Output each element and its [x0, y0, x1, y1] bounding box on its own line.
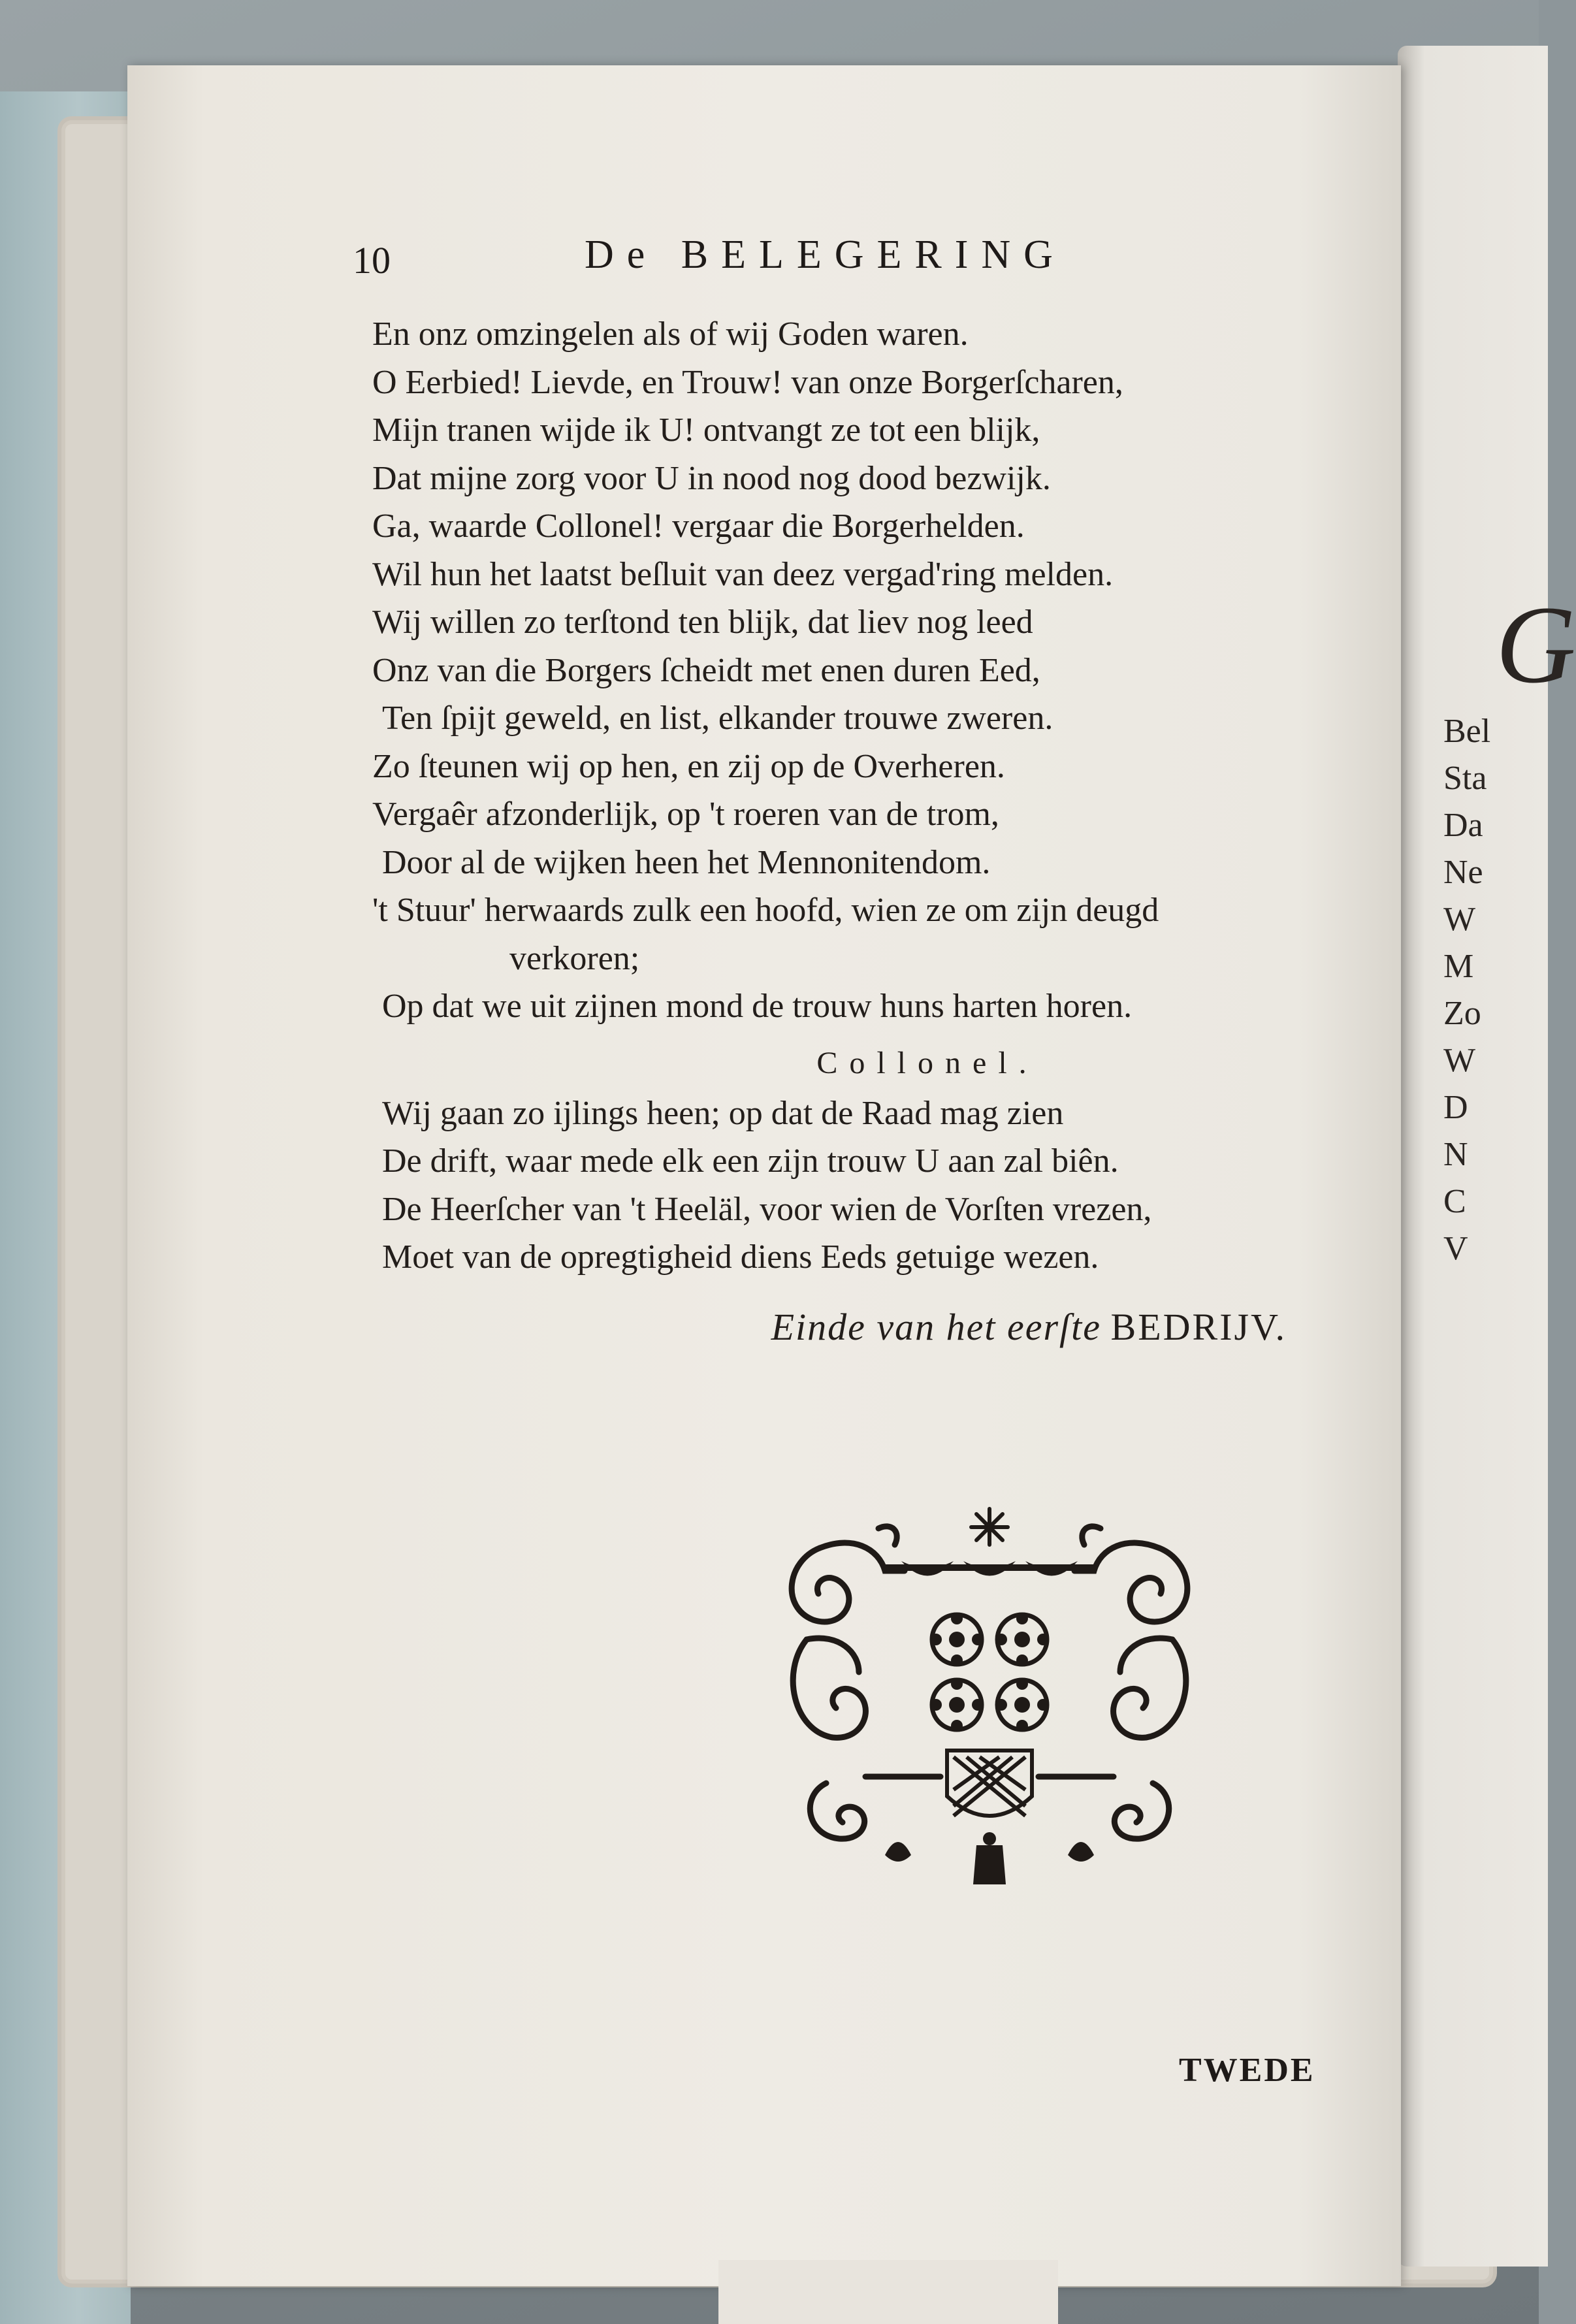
verse-line: Mijn tranen wijde ik U! ontvangt ze tot een blijk, — [372, 412, 1040, 449]
verse-line: 't Stuur' herwaards zulk een hoofd, wien ze om zijn deugd — [372, 892, 1159, 929]
facing-page-line-start: Zo — [1443, 995, 1481, 1032]
verse-line: Op dat we uit zijnen mond de trouw huns harten horen. — [382, 988, 1133, 1025]
facing-page-line-start: M — [1443, 948, 1474, 985]
verse-line: Wij willen zo terſtond ten blijk, dat liev nog leed — [372, 604, 1033, 641]
verse-line-continuation: verkoren; — [509, 939, 640, 977]
act-end-italic: Einde van het eerſte — [771, 1305, 1102, 1348]
verse-line: Dat mijne zorg voor U in nood nog dood bezwijk. — [372, 459, 1051, 497]
facing-page-line-start: N — [1443, 1136, 1468, 1173]
verse-line: Zo ſteunen wij op hen, en zij op de Overheren. — [372, 747, 1005, 785]
speaker-line: De drift, waar mede elk een zijn trouw U aan zal biên. — [382, 1142, 1119, 1180]
verse-line: Door al de wijken heen het Mennonitendom. — [382, 843, 991, 881]
verse-line: Onz van die Borgers ſcheidt met enen duren Eed, — [372, 651, 1040, 689]
speaker-line: Wij gaan zo ijlings heen; op dat de Raad mag zien — [382, 1094, 1064, 1132]
verse-line: O Eerbied! Lievde, en Trouw! van onze Borgerſcharen, — [372, 363, 1123, 401]
verse-line: Ten ſpijt geweld, en list, elkander trouwe zweren. — [382, 700, 1053, 737]
page-header — [127, 232, 1401, 291]
verse-line: Vergaêr afzonderlijk, op 't roeren van de trom, — [372, 796, 999, 833]
act-end-caps: BEDRIJV. — [1110, 1305, 1287, 1348]
facing-page-line-start: Da — [1443, 807, 1483, 844]
facing-page-initial: G — [1496, 583, 1576, 706]
facing-page-line-start: W — [1443, 901, 1476, 938]
facing-page-line-start: V — [1443, 1230, 1468, 1267]
act-end — [372, 1298, 1483, 1357]
verse-line: Wil hun het laatst beſluit van deez vergad'ring melden. — [372, 555, 1114, 593]
facing-page-line-start: D — [1443, 1089, 1468, 1126]
floral-printers-ornament-icon — [780, 1509, 1198, 1888]
page-number: 10 — [353, 239, 391, 282]
facing-page-line-start: Bel — [1443, 713, 1491, 750]
catchword: TWEDE — [1179, 2052, 1315, 2089]
facing-page-line-start: C — [1443, 1183, 1466, 1220]
verse-line: En onz omzingelen als of wij Goden waren. — [372, 315, 969, 353]
book-page — [127, 65, 1401, 2286]
facing-page-line-start: W — [1443, 1042, 1476, 1079]
bottom-strip — [718, 2260, 1058, 2324]
verse-block — [372, 310, 1483, 1357]
speaker-line: De Heerſcher van 't Heeläl, voor wien de Vorſten vrezen, — [382, 1190, 1152, 1228]
speaker-line: Moet van de opregtigheid diens Eeds getuige wezen. — [382, 1238, 1099, 1276]
running-head: De BELEGERING — [585, 233, 1066, 277]
facing-page-line-start: Ne — [1443, 854, 1483, 891]
facing-page-line-start: Sta — [1443, 760, 1487, 797]
speaker-heading: Collonel. — [816, 1045, 1038, 1080]
verse-line: Ga, waarde Collonel! vergaar die Borgerhelden. — [372, 508, 1025, 545]
